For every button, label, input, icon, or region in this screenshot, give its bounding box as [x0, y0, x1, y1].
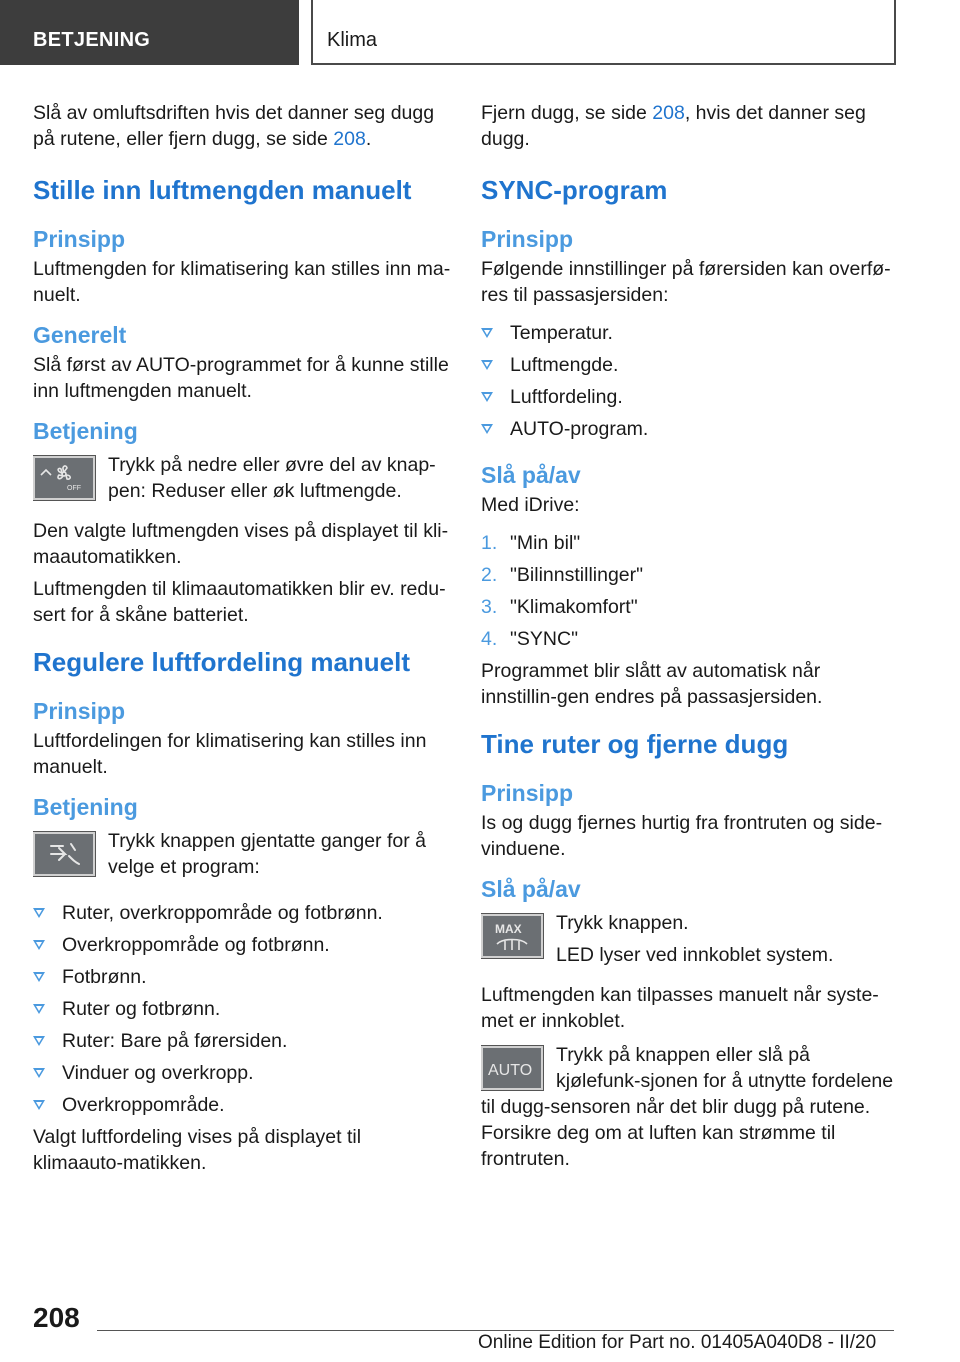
chapter-title: Klima [327, 29, 378, 51]
sync-off-paragraph: Programmet blir slått av automatisk når innstillin‐gen endres på passasjersiden. [481, 660, 823, 708]
intro-paragraph: Fjern dugg, se side 208, hvis det danner seg dugg. [481, 102, 866, 150]
distribution-button-instruction [33, 828, 451, 886]
list-item: Ruter: Bare på førersiden. [33, 1028, 451, 1054]
list-item: Ruter, overkroppområde og fotbrønn. [33, 900, 451, 926]
heading-principle: Prinsipp [481, 226, 574, 252]
heading-principle: Prinsipp [481, 780, 574, 806]
list-item: 3. "Klimakomfort" [481, 596, 638, 618]
list-item: Vinduer og overkropp. [33, 1060, 451, 1086]
auto-button-instruction [481, 1042, 899, 1178]
max-defrost-icon [481, 914, 543, 958]
list-item: Luftfordeling. [481, 384, 899, 410]
triangle-bullet-icon [33, 940, 45, 950]
heading-principle: Prinsipp [33, 698, 126, 724]
footer-divider [97, 1330, 894, 1331]
triangle-bullet-icon [481, 424, 493, 434]
led-paragraph: LED lyser ved innkoblet system. [556, 944, 834, 966]
heading-operation: Betjening [33, 418, 138, 444]
page-link[interactable]: 208 [333, 128, 366, 150]
list-item: Overkroppområde. [33, 1092, 451, 1118]
list-item: Ruter og fotbrønn. [33, 996, 451, 1022]
triangle-bullet-icon [33, 1036, 45, 1046]
air-distribution-icon [33, 832, 95, 876]
heading-defrost: Tine ruter og fjerne dugg [481, 729, 789, 759]
page-number: 208 [33, 1302, 80, 1333]
list-item: Overkroppområde og fotbrønn. [33, 932, 451, 958]
list-item: Temperatur. [481, 320, 899, 346]
display-paragraph: Den valgte luftmengden vises på displayet til kli‐maautomatikken. [33, 520, 449, 568]
heading-airflow: Stille inn luftmengden manuelt [33, 175, 412, 205]
edition-text: Online Edition for Part no. 01405A040D8 - II/20 [478, 1332, 877, 1353]
triangle-bullet-icon [481, 392, 493, 402]
heading-on-off: Slå på/av [481, 876, 581, 902]
battery-paragraph: Luftmengden til klimaautomatikken blir ev. redu‐sert for å skåne batteriet. [33, 578, 446, 626]
svg-text:MAX: MAX [495, 922, 522, 936]
heading-principle: Prinsipp [33, 226, 126, 252]
svg-text:OFF: OFF [67, 485, 81, 492]
principle-paragraph: Luftfordelingen for klimatisering kan stilles inn manuelt. [33, 730, 427, 778]
list-item: 1. "Min bil" [481, 532, 581, 554]
triangle-bullet-icon [33, 1068, 45, 1078]
principle-paragraph: Følgende innstillinger på førersiden kan overfø‐res til passasjersiden: [481, 258, 891, 306]
intro-paragraph: Slå av omluftsdriften hvis det danner seg dugg på rutene, eller fjern dugg, se side 208. [33, 102, 435, 150]
triangle-bullet-icon [481, 328, 493, 338]
triangle-bullet-icon [33, 1004, 45, 1014]
page-link[interactable]: 208 [652, 102, 685, 124]
svg-text:AUTO: AUTO [488, 1062, 533, 1079]
sync-list [481, 320, 899, 442]
heading-general: Generelt [33, 322, 127, 348]
max-button-instruction [481, 910, 899, 974]
idrive-steps [481, 530, 899, 652]
heading-operation: Betjening [33, 794, 138, 820]
idrive-paragraph: Med iDrive: [481, 494, 580, 516]
principle-paragraph: Is og dugg fjernes hurtig fra frontruten og side‐vinduene. [481, 812, 883, 860]
list-item: AUTO-program. [481, 416, 899, 442]
heading-on-off: Slå på/av [481, 462, 581, 488]
fan-icon [33, 456, 95, 500]
right-column [481, 100, 899, 1178]
list-item: Fotbrønn. [33, 964, 451, 990]
adjust-paragraph: Luftmengden kan tilpasses manuelt når syste‐met er innkoblet. [481, 984, 879, 1032]
operation-paragraph: Trykk knappen gjentatte ganger for å velge et program: [108, 830, 426, 878]
principle-paragraph: Luftmengden for klimatisering kan stilles inn ma‐nuelt. [33, 258, 451, 306]
chapter-tab [311, 0, 896, 65]
heading-distribution: Regulere luftfordeling manuelt [33, 647, 411, 677]
list-item: Luftmengde. [481, 352, 899, 378]
triangle-bullet-icon [33, 1100, 45, 1110]
press-paragraph: Trykk knappen. [556, 912, 689, 934]
general-paragraph: Slå først av AUTO-programmet for å kunne stille inn luftmengden manuelt. [33, 354, 449, 402]
display-paragraph: Valgt luftfordeling vises på displayet til klimaauto‐matikken. [33, 1126, 362, 1174]
list-item: 4. "SYNC" [481, 628, 579, 650]
triangle-bullet-icon [33, 908, 45, 918]
left-column [33, 100, 451, 1182]
list-item: 2. "Bilinnstillinger" [481, 564, 644, 586]
program-list [33, 900, 451, 1118]
triangle-bullet-icon [33, 972, 45, 982]
fan-button-instruction [33, 452, 451, 510]
heading-sync: SYNC-program [481, 175, 668, 205]
section-title: BETJENING [33, 29, 151, 51]
auto-program-icon [481, 1046, 543, 1090]
auto-paragraph: Trykk på knappen eller slå på kjølefunk‐sjonen for å utnytte fordelene til dugg‐sensoren når det blir dugg på rutene. Forsikre deg om at luften kan strømme til frontruten. [481, 1044, 894, 1170]
section-tab [0, 0, 299, 65]
triangle-bullet-icon [481, 360, 493, 370]
operation-paragraph: Trykk på nedre eller øvre del av knap‐pen: Reduser eller øk luftmengde. [108, 454, 436, 502]
